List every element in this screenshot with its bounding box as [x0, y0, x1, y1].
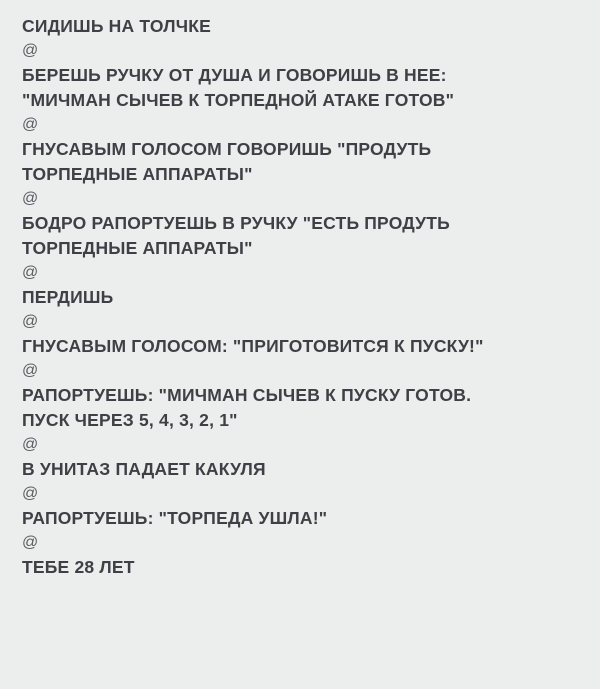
post-text-block: [22, 14, 582, 580]
post-line: В УНИТАЗ ПАДАЕТ КАКУЛЯ: [22, 459, 266, 479]
post-line: ГНУСАВЫМ ГОЛОСОМ ГОВОРИШЬ "ПРОДУТЬ: [22, 139, 432, 159]
separator-at-symbol: @: [22, 534, 39, 551]
post-line: ТЕБЕ 28 ЛЕТ: [22, 557, 135, 577]
post-line: РАПОРТУЕШЬ: "МИЧМАН СЫЧЕВ К ПУСКУ ГОТОВ.: [22, 385, 472, 405]
separator-at-symbol: @: [22, 485, 39, 502]
separator-at-symbol: @: [22, 313, 39, 330]
post-line: РАПОРТУЕШЬ: "ТОРПЕДА УШЛА!": [22, 508, 328, 528]
post-line: ТОРПЕДНЫЕ АППАРАТЫ": [22, 238, 253, 258]
post-line: ПЕРДИШЬ: [22, 287, 114, 307]
post-line: СИДИШЬ НА ТОЛЧКЕ: [22, 16, 211, 36]
separator-at-symbol: @: [22, 190, 39, 207]
post-line: ГНУСАВЫМ ГОЛОСОМ: "ПРИГОТОВИТСЯ К ПУСКУ!": [22, 336, 484, 356]
separator-at-symbol: @: [22, 436, 39, 453]
separator-at-symbol: @: [22, 362, 39, 379]
post-line: ПУСК ЧЕРЕЗ 5, 4, 3, 2, 1": [22, 410, 238, 430]
post-line: БОДРО РАПОРТУЕШЬ В РУЧКУ "ЕСТЬ ПРОДУТЬ: [22, 213, 450, 233]
separator-at-symbol: @: [22, 264, 39, 281]
post-line: "МИЧМАН СЫЧЕВ К ТОРПЕДНОЙ АТАКЕ ГОТОВ": [22, 90, 455, 110]
separator-at-symbol: @: [22, 116, 39, 133]
post-line: БЕРЕШЬ РУЧКУ ОТ ДУША И ГОВОРИШЬ В НЕЕ:: [22, 65, 447, 85]
post-line: ТОРПЕДНЫЕ АППАРАТЫ": [22, 164, 253, 184]
separator-at-symbol: @: [22, 42, 39, 59]
